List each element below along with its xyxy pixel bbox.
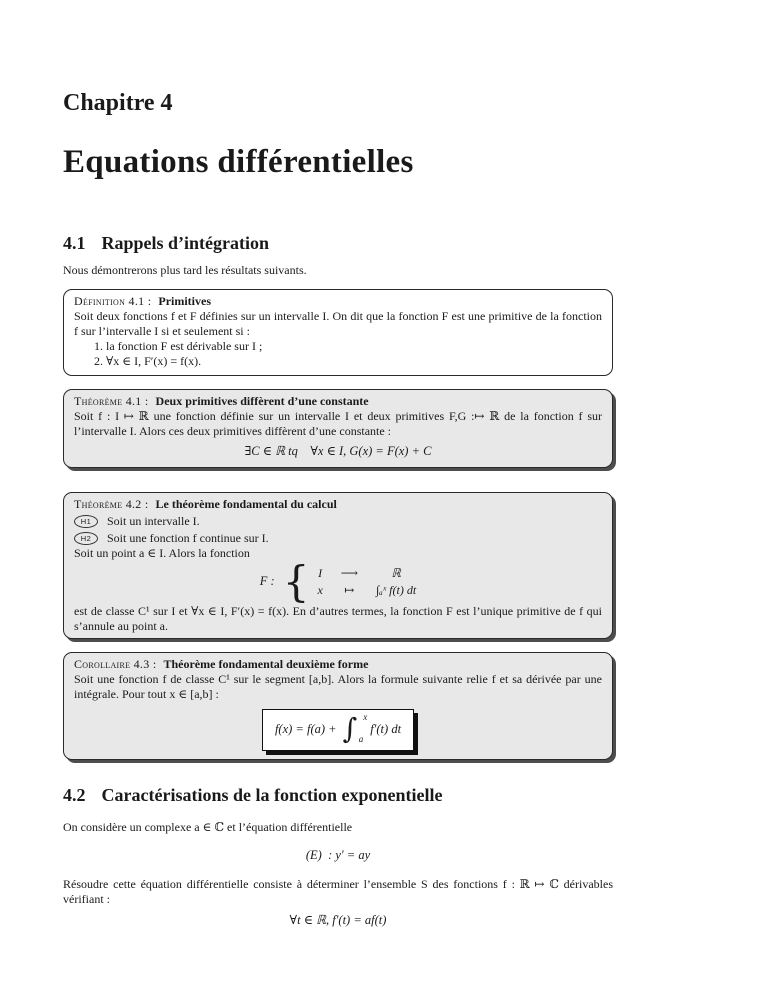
definition-item-1: 1. la fonction F est dérivable sur I ; <box>94 339 263 353</box>
boxed-formula-wrapper <box>74 709 602 751</box>
page-title: Equations différentielles <box>63 144 414 180</box>
equation-verifiant: ∀t ∈ ℝ, f′(t) = af(t) <box>289 913 387 927</box>
cases-cell: ↦ <box>344 582 355 597</box>
hypothesis-2 <box>74 531 602 546</box>
paragraph-line: vérifiant : <box>63 892 110 906</box>
fundamental-theorem-formula-box <box>262 709 414 751</box>
corollaire-label: Corollaire 4.3 : <box>74 657 157 671</box>
theoreme-4-2-name: Le théorème fondamental du calcul <box>155 497 337 511</box>
definition-item-2: 2. ∀x ∈ I, F′(x) = f(x). <box>94 354 202 368</box>
function-lhs: F : <box>259 574 275 589</box>
theoreme-4-1-label: Théorème 4.1 : <box>74 394 149 408</box>
theoreme-4-1-body: Soit f : I ↦ ℝ une fonction définie sur un intervalle I et deux primitives F,G :↦ ℝ de la fonction f sur l’intervalle I. Alors ces deux primitives diffèrent d’une constante : <box>74 409 602 438</box>
section-heading-4-1 <box>63 233 269 254</box>
function-definition-display <box>74 557 602 606</box>
section-heading-4-2 <box>63 785 442 806</box>
definition-label: Définition 4.1 : <box>74 294 152 308</box>
definition-4-1-box <box>63 289 613 376</box>
hypothesis-2-text: Soit une fonction f continue sur I. <box>107 531 269 545</box>
section-title: Caractérisations de la fonction exponentielle <box>101 785 443 805</box>
hypothesis-1 <box>74 514 602 529</box>
box-header <box>74 294 602 309</box>
box-header <box>74 657 602 672</box>
definition-body: Soit deux fonctions f et F définies sur un intervalle I. On dit que la fonction F est une primitive de la fonction f sur l’intervalle I si et seulement si : <box>74 309 602 338</box>
theoreme-4-2-label: Théorème 4.2 : <box>74 497 149 511</box>
cases-cell: ℝ <box>391 565 401 580</box>
theoreme-4-1-name: Deux primitives diffèrent d’une constante <box>155 394 369 408</box>
box-header <box>74 497 602 512</box>
section-title: Rappels d’intégration <box>101 233 270 253</box>
theoreme-4-2-body1: Soit un point a ∈ I. Alors la fonction <box>74 546 250 560</box>
section-number: 4.2 <box>63 785 86 805</box>
formula-lhs: f(x) = f(a) + <box>274 721 337 736</box>
h1-badge: H1 <box>74 515 98 528</box>
cases-brace: { <box>282 557 310 606</box>
corollaire-name: Théorème fondamental deuxième forme <box>163 657 369 671</box>
theoreme-4-1-formula: ∃C ∈ ℝ tq ∀x ∈ I, G(x) = F(x) + C <box>244 444 432 458</box>
definition-name: Primitives <box>158 294 212 308</box>
cases-cell: ∫ₐˣ f(t) dt <box>376 582 417 597</box>
cases-cell: ⟶ <box>340 565 358 580</box>
hypothesis-1-text: Soit un intervalle I. <box>107 514 200 528</box>
paragraph-complexe: On considère un complexe a ∈ ℂ et l’équation différentielle <box>63 820 353 834</box>
cases-grid <box>317 565 416 599</box>
theoreme-4-2-box <box>63 492 613 639</box>
cases-cell: x <box>317 582 323 597</box>
corollaire-body: Soit une fonction f de classe C¹ sur le segment [a,b]. Alors la formule suivante relie f et sa dérivée par une intégrale. Pour tout x ∈ [a,b] : <box>74 672 602 701</box>
theoreme-4-2-body2: est de classe C¹ sur I et ∀x ∈ I, F′(x) = f(x). En d’autres termes, la fonction F est l’unique primitive de f qui s’annule au point a. <box>74 603 602 633</box>
formula-rhs: f′(t) dt <box>370 721 402 736</box>
paragraph-line: Résoudre cette équation différentielle consiste à déterminer l’ensemble S des fonctions f : ℝ ↦ ℂ dérivables <box>63 877 613 891</box>
h2-badge: H2 <box>74 532 98 545</box>
corollaire-4-3-box <box>63 652 613 760</box>
intro-text: Nous démontrerons plus tard les résultats suivants. <box>63 263 307 277</box>
integral-symbol: ∫ x a <box>342 712 368 745</box>
cases-cell: I <box>318 565 323 580</box>
equation-E: (E) : y′ = ay <box>305 848 371 862</box>
integral-lower-bound: a <box>358 734 364 744</box>
paragraph-resoudre <box>63 877 613 907</box>
integral-upper-bound: x <box>363 712 368 722</box>
box-header <box>74 394 602 409</box>
theoreme-4-1-box <box>63 389 613 468</box>
section-number: 4.1 <box>63 233 86 253</box>
chapter-label: Chapitre 4 <box>63 90 173 116</box>
